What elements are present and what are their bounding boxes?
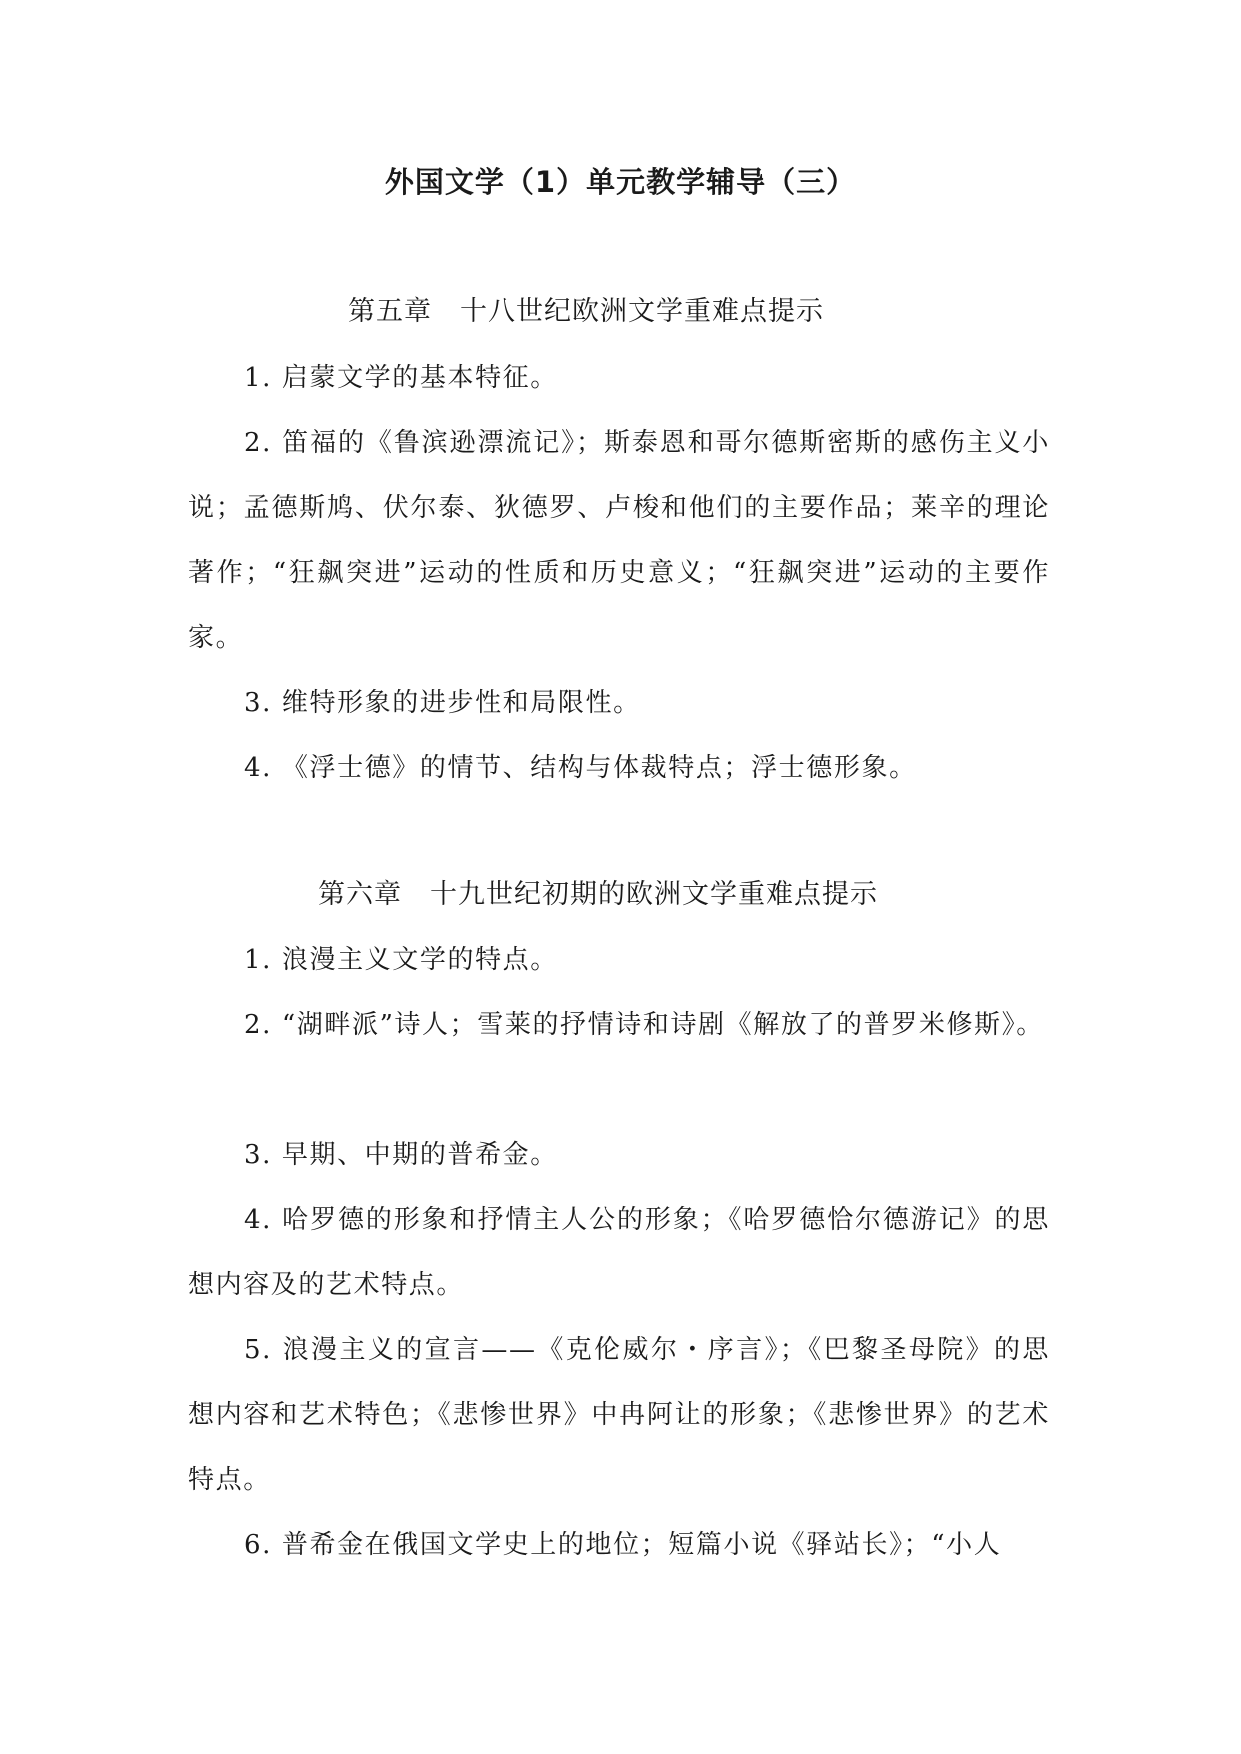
list-item: 2. “湖畔派”诗人；雪莱的抒情诗和诗剧《解放了的普罗米修斯》。 xyxy=(244,1010,1044,1040)
list-item: 4. 《浮士德》的情节、结构与体裁特点；浮士德形象。 xyxy=(244,753,917,783)
chapter-heading: 第六章 十九世纪初期的欧洲文学重难点提示 xyxy=(318,879,878,910)
list-item: 1. 浪漫主义文学的特点。 xyxy=(244,945,558,975)
list-item: 2. 笛福的《鲁滨逊漂流记》；斯泰恩和哥尔德斯密斯的感伤主义小说；孟德斯鸠、伏尔泰、狄德罗、卢梭和他们的主要作品；莱辛的理论著作；“狂飙突进”运动的性质和历史意义；“狂飙突进”运动的主要作家。 xyxy=(188,428,1050,653)
list-item: 5. 浪漫主义的宣言——《克伦威尔・序言》；《巴黎圣母院》的思想内容和艺术特色；《悲惨世界》中冉阿让的形象；《悲惨世界》的艺术特点。 xyxy=(188,1335,1050,1495)
list-item: 3. 早期、中期的普希金。 xyxy=(244,1140,558,1170)
document-title: 外国文学（1）单元教学辅导（三） xyxy=(384,165,857,199)
list-item: 3. 维特形象的进步性和局限性。 xyxy=(244,688,641,718)
list-item: 4. 哈罗德的形象和抒情主人公的形象；《哈罗德恰尔德游记》的思想内容及的艺术特点。 xyxy=(188,1205,1050,1300)
chapter-heading: 第五章 十八世纪欧洲文学重难点提示 xyxy=(348,296,824,327)
list-item: 1. 启蒙文学的基本特征。 xyxy=(244,363,558,393)
list-item: 6. 普希金在俄国文学史上的地位；短篇小说《驿站长》；“小人 xyxy=(244,1530,1002,1560)
